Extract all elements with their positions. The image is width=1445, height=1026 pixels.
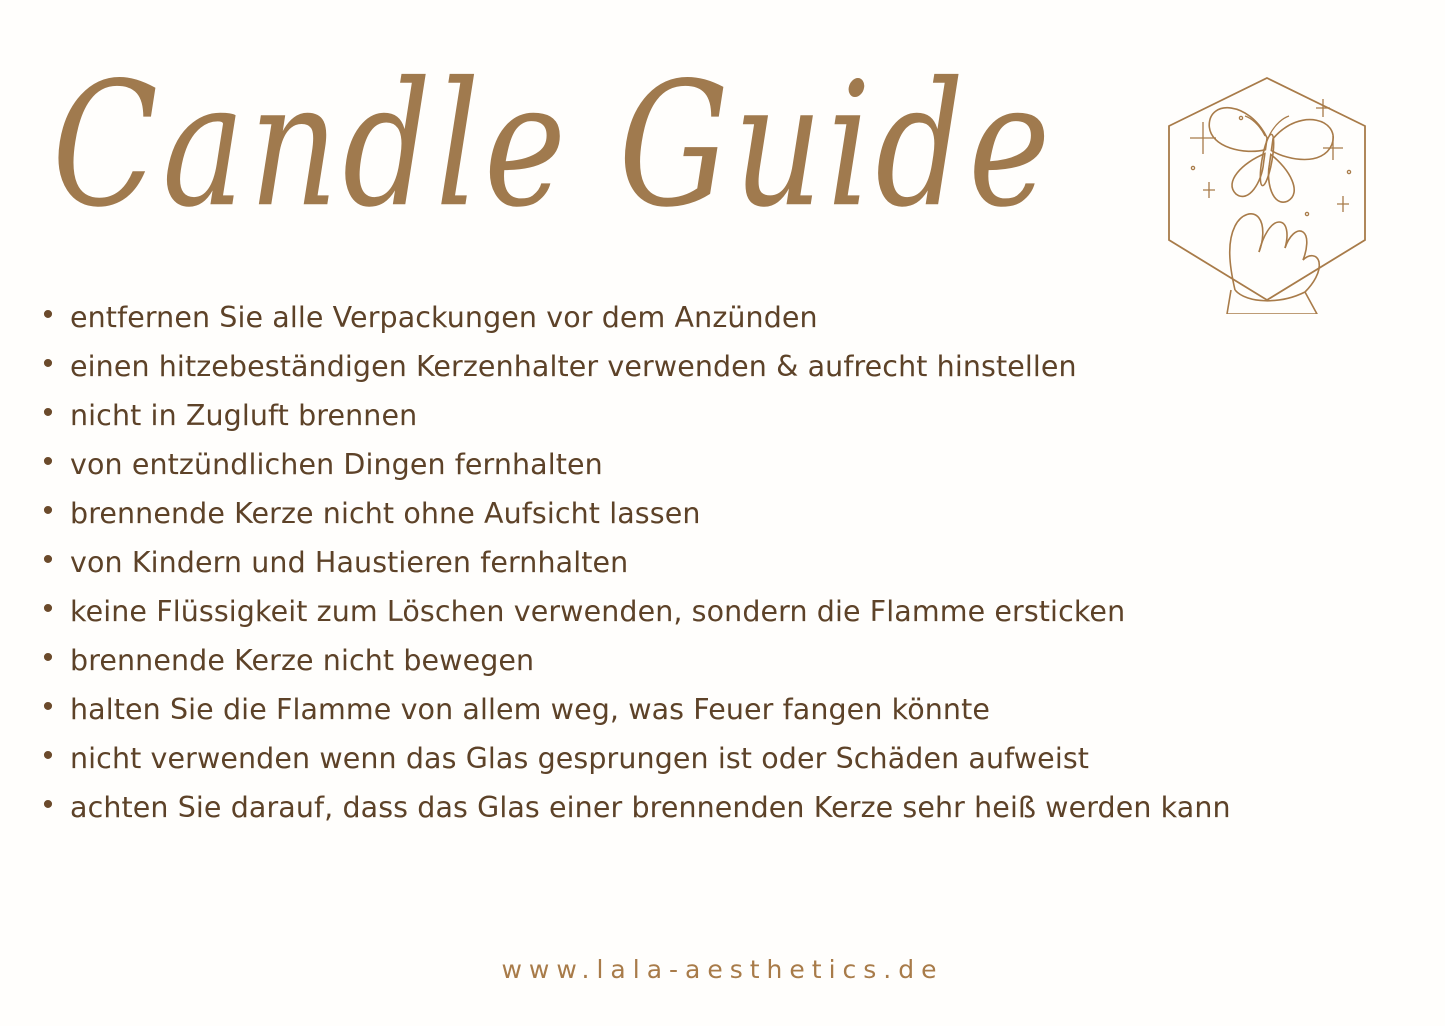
page-title: Candle Guide [52,45,1055,246]
list-item-label: brennende Kerze nicht ohne Aufsicht lassen [70,496,701,530]
bullet-icon: • [42,395,54,429]
list-item-label: von entzündlichen Dingen fernhalten [70,447,603,481]
list-item [26,493,1426,532]
list-item [26,689,1426,728]
bullet-icon: • [42,298,54,331]
bullet-icon: • [42,787,54,821]
list-item-label: nicht verwenden wenn das Glas gesprungen ist oder Schäden aufweist [70,741,1090,775]
list-item [26,787,1426,826]
header [0,45,1445,304]
bullet-icon: • [42,346,54,380]
footer [0,955,1445,984]
bullet-icon: • [42,542,54,576]
list-item [26,444,1426,483]
list-item-label: entfernen Sie alle Verpackungen vor dem Anzünden [70,301,818,334]
list-item-label: halten Sie die Flamme von allem weg, was Feuer fangen könnte [70,692,991,726]
list-item [26,738,1426,777]
website-url[interactable]: www.lala-aesthetics.de [501,955,944,984]
bullet-icon: • [42,444,54,478]
list-item-label: brennende Kerze nicht bewegen [70,643,535,677]
list-item [26,591,1426,630]
list-item-label: von Kindern und Haustieren fernhalten [70,545,629,579]
list-item [26,395,1426,434]
list-item-label: achten Sie darauf, dass das Glas einer brennenden Kerze sehr heiß werden kann [70,790,1231,824]
list-item-label: einen hitzebeständigen Kerzenhalter verwenden & aufrecht hinstellen [70,349,1077,383]
bullet-icon: • [42,689,54,723]
list-item [26,346,1426,385]
safety-instructions-list [26,300,1426,839]
bullet-icon: • [42,640,54,674]
bullet-icon: • [42,493,54,527]
list-item [26,542,1426,581]
bullet-icon: • [42,738,54,772]
bullet-icon: • [42,591,54,625]
list-item-label: keine Flüssigkeit zum Löschen verwenden, sondern die Flamme ersticken [70,594,1126,628]
list-item-label: nicht in Zugluft brennen [70,398,418,432]
list-item [26,640,1426,679]
list-item [26,300,1426,336]
hexagon-hand-butterfly-logo [1147,64,1387,314]
